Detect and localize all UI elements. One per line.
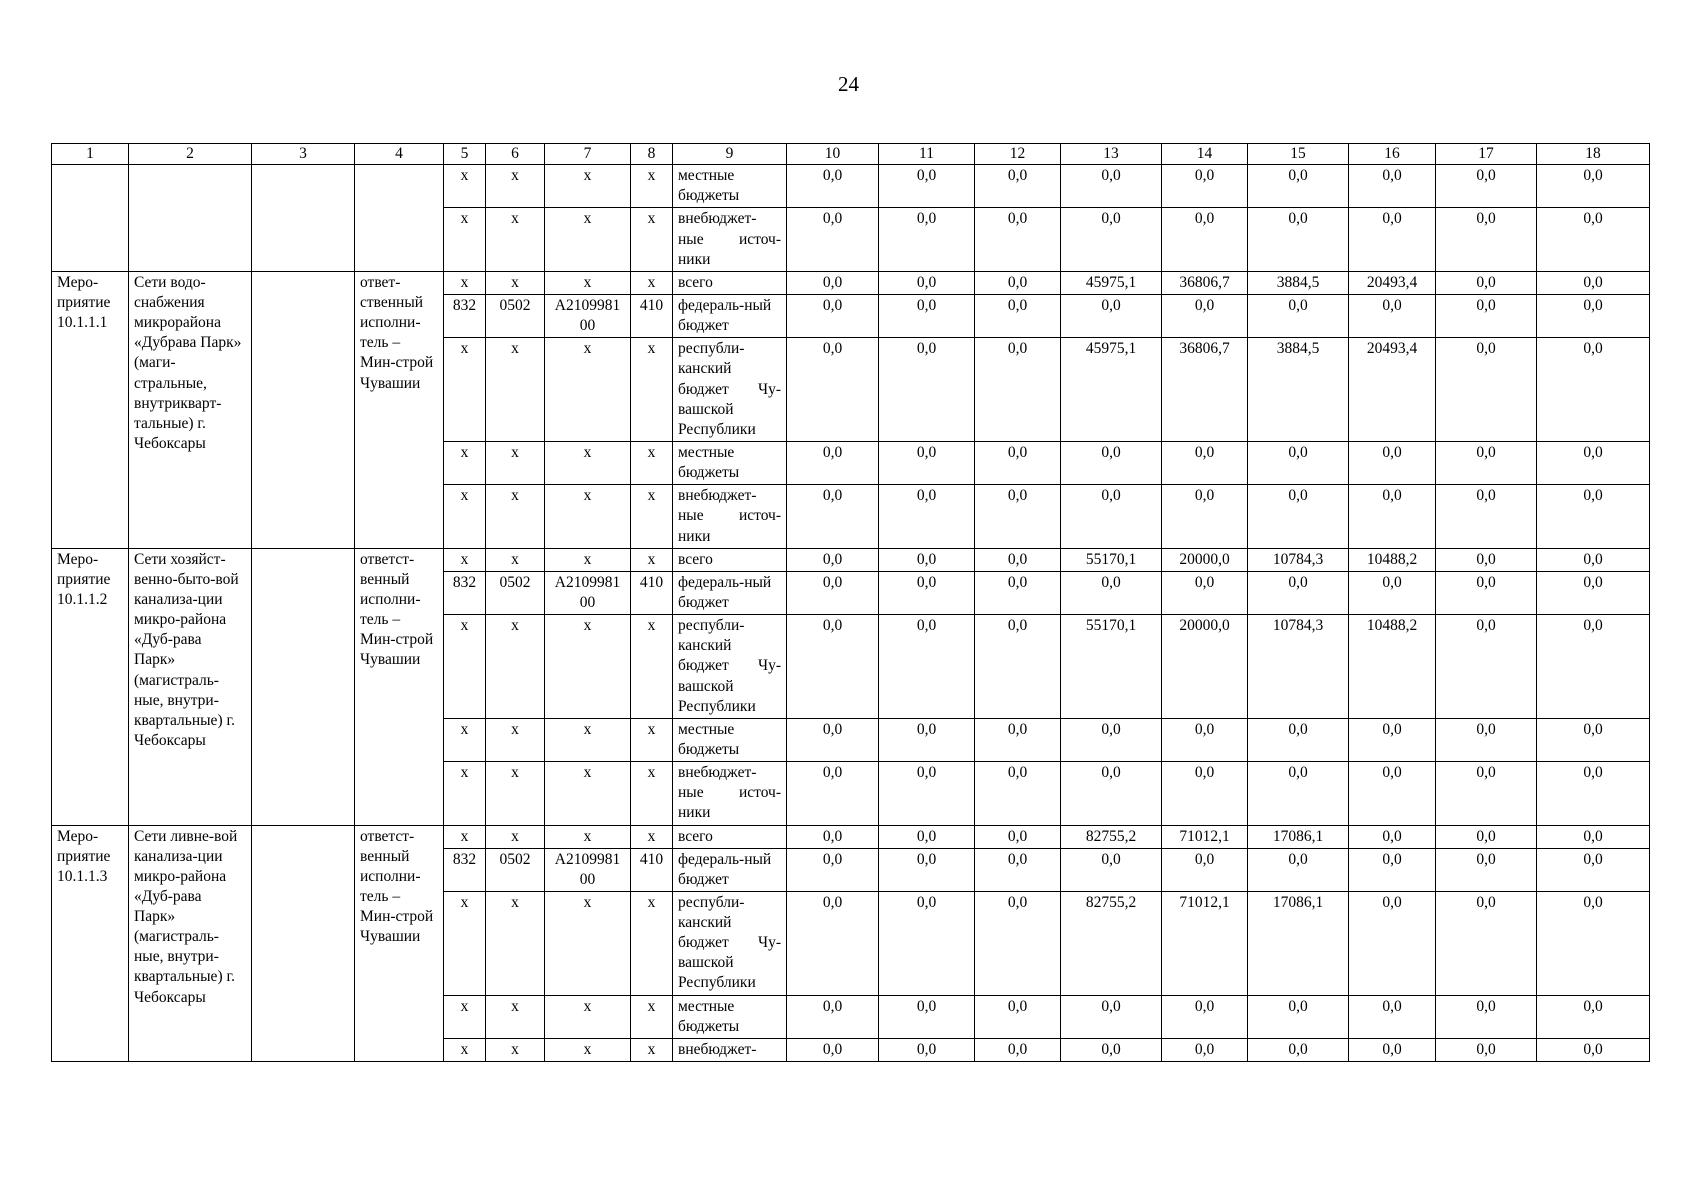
- funding-source: внебюджет-ные источ-ники: [673, 485, 787, 548]
- value-cell: 0,0: [1537, 294, 1650, 337]
- value-cell: 0,0: [1436, 848, 1537, 891]
- value-cell: 55170,1: [1061, 615, 1162, 719]
- value-cell: 0,0: [787, 165, 879, 208]
- value-cell: 0,0: [1537, 165, 1650, 208]
- value-cell: 10784,3: [1248, 548, 1349, 571]
- page-number: 24: [838, 72, 859, 96]
- value-cell: 0,0: [787, 208, 879, 271]
- header-cell: 8: [631, 144, 673, 165]
- value-cell: 71012,1: [1162, 825, 1248, 848]
- value-cell: 0,0: [975, 338, 1061, 442]
- code-cell: х: [631, 1038, 673, 1061]
- code-cell: х: [486, 338, 545, 442]
- value-cell: 0,0: [1162, 995, 1248, 1038]
- header-cell: 13: [1061, 144, 1162, 165]
- value-cell: 0,0: [1061, 441, 1162, 484]
- value-cell: 0,0: [787, 294, 879, 337]
- budget-table: [51, 143, 1650, 1062]
- value-cell: 0,0: [879, 294, 975, 337]
- code-cell: х: [545, 1038, 631, 1061]
- code-cell: х: [545, 615, 631, 719]
- value-cell: 0,0: [1061, 718, 1162, 761]
- header-cell: 15: [1248, 144, 1349, 165]
- funding-source: республи-канский бюджет Чу-вашской Республики: [673, 891, 787, 995]
- code-cell: 410: [631, 848, 673, 891]
- value-cell: 20000,0: [1162, 548, 1248, 571]
- code-cell: 832: [444, 571, 486, 614]
- value-cell: 0,0: [879, 271, 975, 294]
- value-cell: 82755,2: [1061, 891, 1162, 995]
- value-cell: 0,0: [1349, 165, 1436, 208]
- value-cell: 0,0: [1436, 485, 1537, 548]
- value-cell: 0,0: [1537, 485, 1650, 548]
- value-cell: 0,0: [879, 441, 975, 484]
- code-cell: х: [631, 548, 673, 571]
- value-cell: 0,0: [787, 271, 879, 294]
- code-cell: х: [545, 548, 631, 571]
- value-cell: 0,0: [1349, 1038, 1436, 1061]
- code-cell: х: [545, 718, 631, 761]
- table-row: [52, 825, 1650, 848]
- value-cell: 0,0: [879, 825, 975, 848]
- code-cell: х: [444, 165, 486, 208]
- code-cell: х: [444, 995, 486, 1038]
- value-cell: 0,0: [1436, 615, 1537, 719]
- value-cell: 0,0: [1248, 848, 1349, 891]
- value-cell: 0,0: [975, 825, 1061, 848]
- value-cell: 0,0: [787, 891, 879, 995]
- responsible-executor: ответст-венный исполни-тель – Мин-строй Чувашии: [355, 825, 444, 1062]
- header-cell: 16: [1349, 144, 1436, 165]
- value-cell: 0,0: [1349, 995, 1436, 1038]
- value-cell: 36806,7: [1162, 271, 1248, 294]
- value-cell: 0,0: [787, 441, 879, 484]
- code-cell: х: [545, 995, 631, 1038]
- value-cell: 0,0: [1061, 848, 1162, 891]
- header-cell: 7: [545, 144, 631, 165]
- value-cell: 0,0: [879, 848, 975, 891]
- code-cell: х: [486, 441, 545, 484]
- header-cell: 17: [1436, 144, 1537, 165]
- code-cell: х: [486, 485, 545, 548]
- value-cell: 0,0: [1162, 718, 1248, 761]
- funding-source: местные бюджеты: [673, 165, 787, 208]
- value-cell: 0,0: [1061, 485, 1162, 548]
- code-cell: х: [444, 891, 486, 995]
- funding-source: республи-канский бюджет Чу-вашской Республики: [673, 615, 787, 719]
- code-cell: х: [545, 441, 631, 484]
- value-cell: 0,0: [1537, 271, 1650, 294]
- funding-source: внебюджет-ные источ-ники: [673, 208, 787, 271]
- code-cell: 832: [444, 848, 486, 891]
- value-cell: 0,0: [1349, 718, 1436, 761]
- code-cell: х: [486, 718, 545, 761]
- value-cell: 10488,2: [1349, 548, 1436, 571]
- table-row: [52, 165, 1650, 208]
- value-cell: 0,0: [787, 615, 879, 719]
- code-cell: х: [631, 825, 673, 848]
- code-cell: х: [486, 615, 545, 719]
- value-cell: 0,0: [1248, 1038, 1349, 1061]
- value-cell: 0,0: [1436, 165, 1537, 208]
- value-cell: 0,0: [975, 485, 1061, 548]
- value-cell: 3884,5: [1248, 338, 1349, 442]
- value-cell: 82755,2: [1061, 825, 1162, 848]
- code-cell: х: [545, 338, 631, 442]
- value-cell: 10784,3: [1248, 615, 1349, 719]
- header-cell: 11: [879, 144, 975, 165]
- value-cell: 0,0: [1436, 441, 1537, 484]
- code-cell: 0502: [486, 848, 545, 891]
- value-cell: 0,0: [1537, 208, 1650, 271]
- header-cell: 10: [787, 144, 879, 165]
- code-cell: х: [486, 165, 545, 208]
- value-cell: 0,0: [975, 615, 1061, 719]
- value-cell: 0,0: [1248, 165, 1349, 208]
- value-cell: 20493,4: [1349, 271, 1436, 294]
- code-cell: х: [545, 165, 631, 208]
- value-cell: 0,0: [1349, 208, 1436, 271]
- value-cell: 0,0: [879, 891, 975, 995]
- code-cell: х: [444, 1038, 486, 1061]
- value-cell: 0,0: [879, 615, 975, 719]
- value-cell: 0,0: [879, 165, 975, 208]
- code-cell: 410: [631, 571, 673, 614]
- funding-source: местные бюджеты: [673, 441, 787, 484]
- value-cell: 0,0: [787, 995, 879, 1038]
- code-cell: А2109981 00: [545, 571, 631, 614]
- code-cell: х: [631, 891, 673, 995]
- value-cell: 0,0: [1537, 848, 1650, 891]
- value-cell: 0,0: [1061, 762, 1162, 825]
- value-cell: 3884,5: [1248, 271, 1349, 294]
- value-cell: 71012,1: [1162, 891, 1248, 995]
- value-cell: 0,0: [1537, 615, 1650, 719]
- value-cell: 0,0: [1537, 441, 1650, 484]
- value-cell: 0,0: [1537, 548, 1650, 571]
- value-cell: 0,0: [1436, 762, 1537, 825]
- value-cell: 0,0: [1349, 762, 1436, 825]
- value-cell: 0,0: [975, 548, 1061, 571]
- empty-cell: [52, 165, 129, 272]
- value-cell: 0,0: [787, 762, 879, 825]
- funding-source: всего: [673, 548, 787, 571]
- value-cell: 0,0: [1436, 294, 1537, 337]
- value-cell: 0,0: [787, 571, 879, 614]
- value-cell: 0,0: [1349, 825, 1436, 848]
- value-cell: 20000,0: [1162, 615, 1248, 719]
- code-cell: х: [631, 165, 673, 208]
- code-cell: х: [486, 1038, 545, 1061]
- value-cell: 0,0: [1162, 441, 1248, 484]
- value-cell: 0,0: [1436, 825, 1537, 848]
- code-cell: х: [631, 762, 673, 825]
- value-cell: 0,0: [1349, 294, 1436, 337]
- value-cell: 0,0: [1248, 995, 1349, 1038]
- code-cell: А2109981 00: [545, 294, 631, 337]
- value-cell: 0,0: [1537, 571, 1650, 614]
- value-cell: 0,0: [879, 485, 975, 548]
- code-cell: х: [444, 208, 486, 271]
- value-cell: 0,0: [787, 848, 879, 891]
- table-header: [52, 144, 1650, 165]
- code-cell: х: [631, 485, 673, 548]
- value-cell: 0,0: [975, 848, 1061, 891]
- value-cell: 0,0: [1162, 1038, 1248, 1061]
- value-cell: 0,0: [879, 548, 975, 571]
- value-cell: 0,0: [1349, 848, 1436, 891]
- funding-source: внебюджет-ные источ-ники: [673, 762, 787, 825]
- value-cell: 0,0: [1248, 571, 1349, 614]
- value-cell: 0,0: [1537, 995, 1650, 1038]
- empty-cell: [355, 165, 444, 272]
- value-cell: 0,0: [1436, 891, 1537, 995]
- value-cell: 0,0: [975, 294, 1061, 337]
- value-cell: 0,0: [975, 208, 1061, 271]
- measure-title: Сети хозяйст-венно-быто-вой канализа-ции микро-района «Дуб-рава Парк» (магистраль-ные, внутри-квартальные) г. Чебоксары: [129, 548, 252, 825]
- value-cell: 0,0: [879, 338, 975, 442]
- funding-source: внебюджет-: [673, 1038, 787, 1061]
- value-cell: 36806,7: [1162, 338, 1248, 442]
- value-cell: 0,0: [787, 338, 879, 442]
- code-cell: х: [444, 762, 486, 825]
- code-cell: 0502: [486, 294, 545, 337]
- code-cell: х: [545, 891, 631, 995]
- measure-col3: [252, 548, 355, 825]
- value-cell: 0,0: [1061, 1038, 1162, 1061]
- value-cell: 0,0: [1436, 548, 1537, 571]
- value-cell: 0,0: [1436, 208, 1537, 271]
- value-cell: 45975,1: [1061, 338, 1162, 442]
- responsible-executor: ответ-ственный исполни-тель – Мин-строй Чувашии: [355, 271, 444, 548]
- responsible-executor: ответст-венный исполни-тель – Мин-строй Чувашии: [355, 548, 444, 825]
- funding-source: всего: [673, 271, 787, 294]
- value-cell: 0,0: [975, 441, 1061, 484]
- empty-cell: [129, 165, 252, 272]
- value-cell: 0,0: [975, 1038, 1061, 1061]
- value-cell: 0,0: [1162, 294, 1248, 337]
- value-cell: 0,0: [879, 208, 975, 271]
- value-cell: 0,0: [879, 571, 975, 614]
- code-cell: 0502: [486, 571, 545, 614]
- table-row: [52, 548, 1650, 571]
- code-cell: х: [444, 615, 486, 719]
- value-cell: 0,0: [1436, 1038, 1537, 1061]
- code-cell: х: [545, 762, 631, 825]
- value-cell: 0,0: [1537, 891, 1650, 995]
- funding-source: федераль-ный бюджет: [673, 294, 787, 337]
- header-cell: 4: [355, 144, 444, 165]
- value-cell: 0,0: [1349, 441, 1436, 484]
- value-cell: 17086,1: [1248, 891, 1349, 995]
- code-cell: х: [486, 995, 545, 1038]
- code-cell: х: [486, 271, 545, 294]
- value-cell: 0,0: [1436, 271, 1537, 294]
- value-cell: 0,0: [1162, 762, 1248, 825]
- value-cell: 17086,1: [1248, 825, 1349, 848]
- value-cell: 0,0: [1537, 338, 1650, 442]
- value-cell: 0,0: [1436, 338, 1537, 442]
- header-cell: 6: [486, 144, 545, 165]
- measure-name: Меро-приятие 10.1.1.3: [52, 825, 129, 1062]
- code-cell: 832: [444, 294, 486, 337]
- code-cell: х: [444, 338, 486, 442]
- header-cell: 18: [1537, 144, 1650, 165]
- value-cell: 0,0: [1248, 441, 1349, 484]
- value-cell: 0,0: [1162, 485, 1248, 548]
- value-cell: 0,0: [787, 825, 879, 848]
- value-cell: 0,0: [1537, 762, 1650, 825]
- value-cell: 0,0: [1248, 485, 1349, 548]
- header-cell: 5: [444, 144, 486, 165]
- code-cell: х: [444, 825, 486, 848]
- funding-source: местные бюджеты: [673, 995, 787, 1038]
- value-cell: 0,0: [1436, 571, 1537, 614]
- value-cell: 0,0: [1349, 571, 1436, 614]
- value-cell: 55170,1: [1061, 548, 1162, 571]
- value-cell: 0,0: [879, 762, 975, 825]
- value-cell: 0,0: [1248, 718, 1349, 761]
- value-cell: 0,0: [1349, 485, 1436, 548]
- value-cell: 0,0: [1537, 718, 1650, 761]
- value-cell: 0,0: [1061, 995, 1162, 1038]
- value-cell: 0,0: [1248, 762, 1349, 825]
- value-cell: 0,0: [975, 571, 1061, 614]
- code-cell: х: [444, 271, 486, 294]
- code-cell: х: [486, 208, 545, 271]
- value-cell: 0,0: [1061, 165, 1162, 208]
- code-cell: х: [631, 338, 673, 442]
- code-cell: А2109981 00: [545, 848, 631, 891]
- code-cell: х: [486, 891, 545, 995]
- code-cell: х: [545, 825, 631, 848]
- value-cell: 0,0: [975, 165, 1061, 208]
- value-cell: 0,0: [787, 1038, 879, 1061]
- value-cell: 0,0: [1162, 848, 1248, 891]
- code-cell: х: [545, 271, 631, 294]
- code-cell: х: [631, 615, 673, 719]
- code-cell: 410: [631, 294, 673, 337]
- code-cell: х: [444, 485, 486, 548]
- value-cell: 0,0: [879, 1038, 975, 1061]
- code-cell: х: [444, 441, 486, 484]
- code-cell: х: [631, 208, 673, 271]
- value-cell: 0,0: [787, 718, 879, 761]
- header-cell: 1: [52, 144, 129, 165]
- empty-cell: [252, 165, 355, 272]
- value-cell: 10488,2: [1349, 615, 1436, 719]
- code-cell: х: [631, 441, 673, 484]
- code-cell: х: [631, 995, 673, 1038]
- value-cell: 20493,4: [1349, 338, 1436, 442]
- value-cell: 0,0: [975, 995, 1061, 1038]
- funding-source: местные бюджеты: [673, 718, 787, 761]
- value-cell: 0,0: [975, 271, 1061, 294]
- code-cell: х: [486, 762, 545, 825]
- header-cell: 9: [673, 144, 787, 165]
- value-cell: 0,0: [975, 891, 1061, 995]
- value-cell: 0,0: [787, 485, 879, 548]
- value-cell: 0,0: [879, 718, 975, 761]
- value-cell: 0,0: [1349, 891, 1436, 995]
- measure-col3: [252, 271, 355, 548]
- value-cell: 0,0: [1162, 571, 1248, 614]
- value-cell: 0,0: [1248, 208, 1349, 271]
- measure-title: Сети ливне-вой канализа-ции микро-района «Дуб-рава Парк» (магистраль-ные, внутри-квартальные) г. Чебоксары: [129, 825, 252, 1062]
- value-cell: 0,0: [975, 762, 1061, 825]
- value-cell: 0,0: [1537, 1038, 1650, 1061]
- code-cell: х: [486, 548, 545, 571]
- value-cell: 0,0: [1436, 718, 1537, 761]
- funding-source: всего: [673, 825, 787, 848]
- code-cell: х: [486, 825, 545, 848]
- code-cell: х: [631, 718, 673, 761]
- value-cell: 0,0: [1061, 294, 1162, 337]
- code-cell: х: [444, 718, 486, 761]
- funding-source: федераль-ный бюджет: [673, 848, 787, 891]
- value-cell: 0,0: [787, 548, 879, 571]
- header-cell: 3: [252, 144, 355, 165]
- table-body: [52, 165, 1650, 1062]
- table-row: [52, 271, 1650, 294]
- measure-name: Меро-приятие 10.1.1.2: [52, 548, 129, 825]
- header-row: [52, 144, 1650, 165]
- funding-source: республи-канский бюджет Чу-вашской Республики: [673, 338, 787, 442]
- measure-col3: [252, 825, 355, 1062]
- header-cell: 14: [1162, 144, 1248, 165]
- code-cell: х: [545, 485, 631, 548]
- value-cell: 45975,1: [1061, 271, 1162, 294]
- value-cell: 0,0: [1162, 165, 1248, 208]
- header-cell: 12: [975, 144, 1061, 165]
- code-cell: х: [631, 271, 673, 294]
- measure-name: Меро-приятие 10.1.1.1: [52, 271, 129, 548]
- value-cell: 0,0: [1061, 571, 1162, 614]
- value-cell: 0,0: [1537, 825, 1650, 848]
- header-cell: 2: [129, 144, 252, 165]
- value-cell: 0,0: [1162, 208, 1248, 271]
- value-cell: 0,0: [1061, 208, 1162, 271]
- measure-title: Сети водо-снабжения микрорайона «Дубрава Парк» (маги-стральные, внутрикварт-тальные) г. Чебоксары: [129, 271, 252, 548]
- value-cell: 0,0: [1436, 995, 1537, 1038]
- code-cell: х: [545, 208, 631, 271]
- value-cell: 0,0: [879, 995, 975, 1038]
- code-cell: х: [444, 548, 486, 571]
- value-cell: 0,0: [1248, 294, 1349, 337]
- value-cell: 0,0: [975, 718, 1061, 761]
- funding-source: федераль-ный бюджет: [673, 571, 787, 614]
